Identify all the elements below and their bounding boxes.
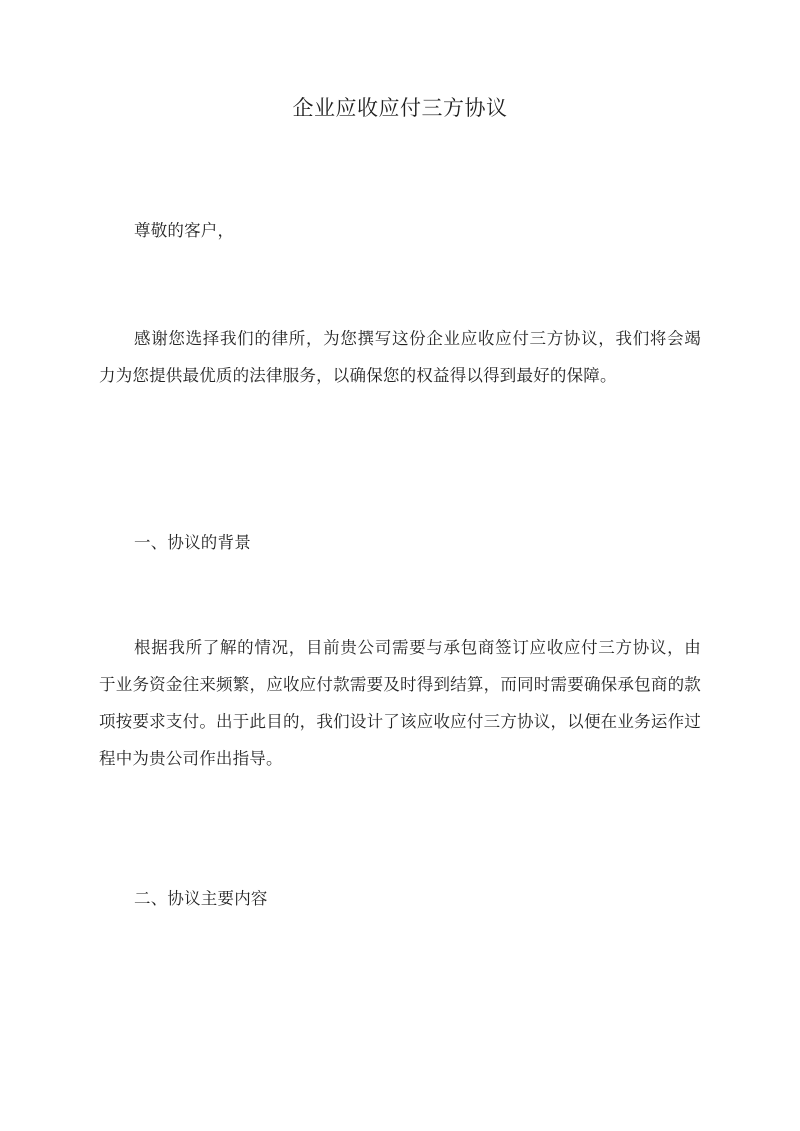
section-1-paragraph: 根据我所了解的情况，目前贵公司需要与承包商签订应收应付三方协议，由于业务资金往来频繁，应收应付款需要及时得到结算，而同时需要确保承包商的款项按要求支付。出于此目的，我们设计了该应收应付三方协议，以便在业务运作过程中为贵公司作出指导。: [99, 638, 701, 768]
intro-paragraph: 感谢您选择我们的律所，为您撰写这份企业应收应付三方协议，我们将会竭力为您提供最优质的法律服务，以确保您的权益得以得到最好的保障。: [99, 329, 701, 385]
document-title: 企业应收应付三方协议: [292, 96, 508, 120]
section-2-heading: 二、协议主要内容: [134, 889, 268, 908]
greeting: 尊敬的客户，: [134, 221, 235, 240]
section-1-heading: 一、协议的背景: [134, 533, 251, 552]
